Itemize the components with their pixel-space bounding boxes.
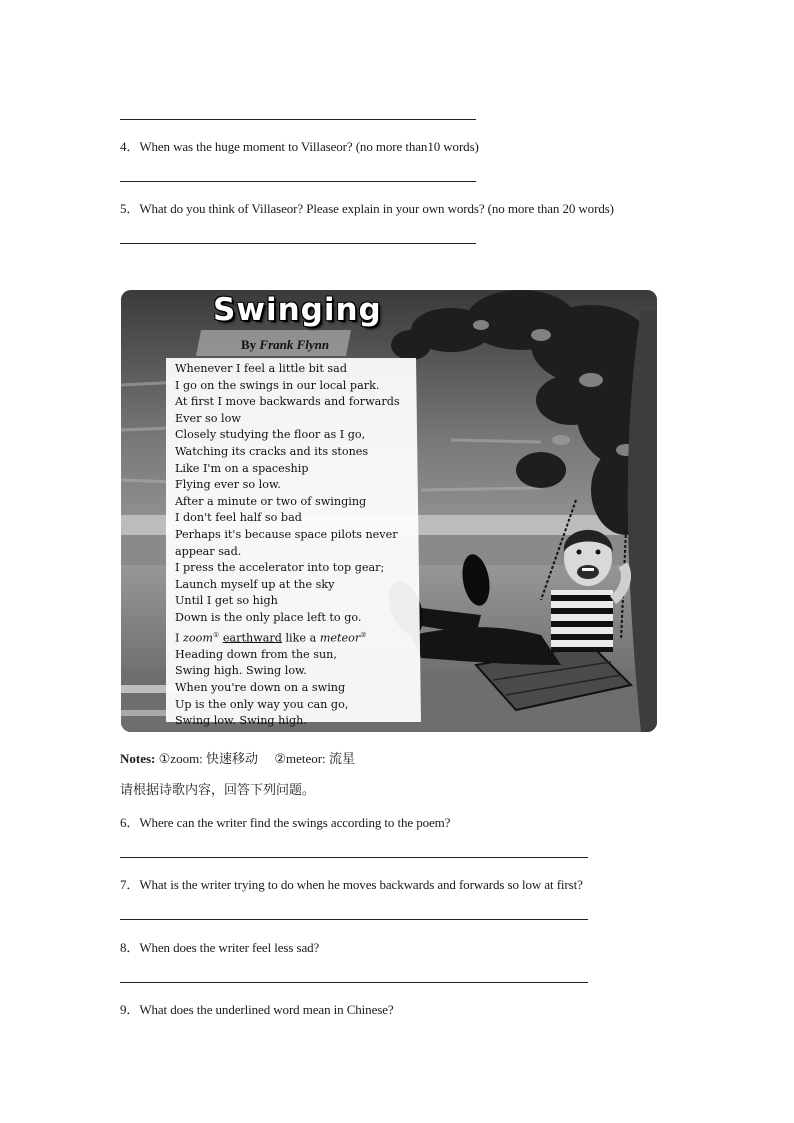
question-text: Where can the writer find the swings according to the poem?	[139, 815, 451, 830]
answer-line-4[interactable]	[120, 181, 476, 182]
poem-line: Launch myself up at the sky	[175, 577, 335, 591]
poem-line: Like I'm on a spaceship	[175, 461, 309, 475]
poem-line-zoom	[175, 627, 421, 647]
poem-line: Ever so low	[175, 411, 241, 425]
note-2-mark: ②	[274, 751, 286, 766]
question-text: What is the writer trying to do when he moves backwards and forwards so low at first?	[139, 877, 583, 892]
answer-line-8[interactable]	[120, 982, 588, 983]
note-1-mark: ①	[158, 751, 171, 766]
footnote-mark-2: ②	[360, 630, 367, 639]
question-8	[120, 937, 319, 956]
answer-line-7[interactable]	[120, 919, 588, 920]
question-number: 6．	[120, 815, 140, 830]
poem-line: appear sad.	[175, 544, 242, 558]
poem-line: I press the accelerator into top gear;	[175, 561, 385, 575]
poem-line: Up is the only way you can go,	[175, 697, 349, 711]
note-2-word: meteor:	[285, 751, 326, 766]
poem-line: Watching its cracks and its stones	[175, 444, 369, 458]
note-2-chinese: 流星	[328, 752, 355, 767]
answer-line-3[interactable]	[120, 119, 476, 120]
note-1-chinese: 快速移动	[206, 752, 259, 767]
question-6	[120, 812, 450, 831]
poem-line: Closely studying the floor as I go,	[175, 428, 366, 442]
poem-line-prefix: I	[175, 631, 183, 645]
poem-line: I go on the swings in our local park.	[175, 378, 380, 392]
poem-line: Flying ever so low.	[175, 478, 281, 492]
poem-line: Whenever I feel a little bit sad	[175, 362, 347, 375]
notes-label: Notes:	[120, 751, 156, 766]
poem-by-label: By	[241, 337, 257, 352]
poem-illustration	[121, 290, 657, 732]
question-number: 4．	[120, 139, 140, 154]
instruction-text: 请根据诗歌内容，回答下列问题。	[120, 783, 316, 798]
poem-line-middle: like a	[281, 631, 320, 645]
poem-line: At first I move backwards and forwards	[175, 395, 400, 409]
poem-line: Swing low. Swing high.	[175, 714, 307, 728]
answer-line-6[interactable]	[120, 857, 588, 858]
question-number: 7．	[120, 877, 140, 892]
question-4	[120, 136, 479, 155]
poem-line: Swing high. Swing low.	[175, 664, 307, 678]
question-text: When was the huge moment to Villaseor? (no more than10 words)	[139, 139, 479, 154]
note-1-word: zoom:	[170, 751, 203, 766]
question-7	[120, 874, 583, 893]
poem-line: Down is the only place left to go.	[175, 610, 362, 624]
answer-line-5[interactable]	[120, 243, 476, 244]
footnote-mark-1: ①	[212, 630, 220, 639]
poem-notes	[120, 748, 355, 767]
question-number: 9．	[120, 1002, 140, 1017]
poem-line: Perhaps it's because space pilots never	[175, 527, 398, 541]
poem-line: Heading down from the sun,	[175, 647, 337, 661]
poem-word-meteor: meteor	[319, 631, 361, 645]
poem-line: When you're down on a swing	[175, 681, 346, 695]
poem-body	[175, 361, 421, 730]
question-text: What do you think of Villaseor? Please explain in your own words? (no more than 20 words)	[139, 201, 614, 216]
poem-line: I don't feel half so bad	[175, 511, 302, 525]
question-text: What does the underlined word mean in Chinese?	[139, 1002, 394, 1017]
poem-author-name: Frank Flynn	[259, 337, 330, 352]
question-text: When does the writer feel less sad?	[139, 940, 320, 955]
poem-line: After a minute or two of swinging	[175, 494, 367, 508]
poem-word-zoom: zoom	[182, 631, 213, 645]
underlined-word: earthward	[222, 631, 282, 645]
poem-title: Swinging	[213, 292, 382, 328]
question-9	[120, 999, 394, 1018]
poem-line: Until I get so high	[175, 594, 278, 608]
question-5	[120, 198, 614, 217]
question-number: 5．	[120, 201, 140, 216]
question-number: 8．	[120, 940, 140, 955]
poem-author	[241, 337, 329, 353]
